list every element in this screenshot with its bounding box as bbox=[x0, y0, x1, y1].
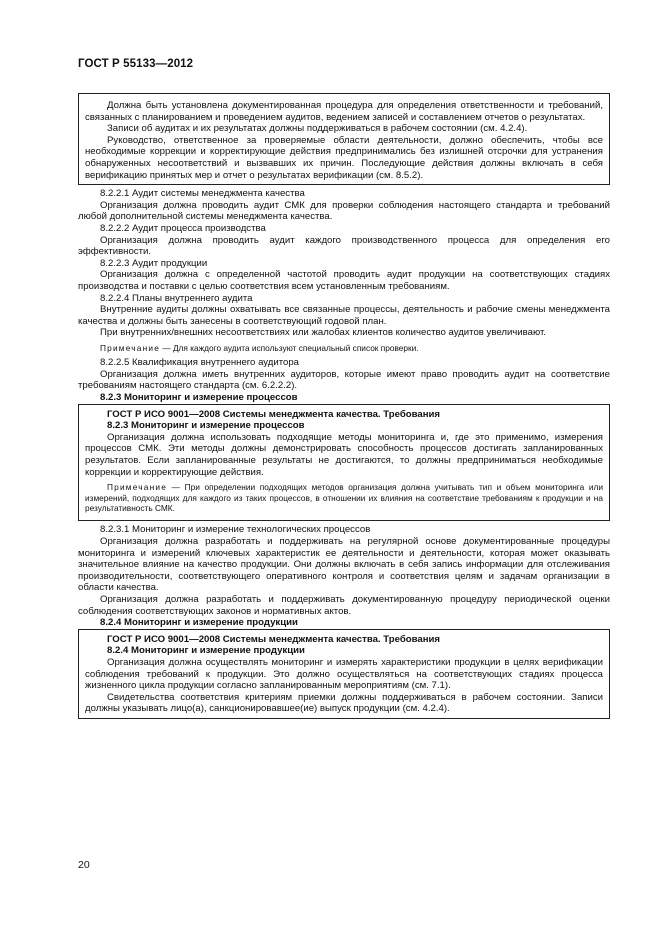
paragraph: Организация должна разработать и поддерживать на регулярной основе документированные процедуры мониторинга и измерений ключевых характеристик ее деятельности и деятельности, которая может оказывать значительное влияние на качество продукции. Они должны включать в себя запись информации для отслеживания производительности, соответствующего оперативного контроля и соответствия целям и задачам организации в области качества. bbox=[78, 536, 610, 594]
section-heading: 8.2.3 Мониторинг и измерение процессов bbox=[100, 392, 298, 404]
paragraph: Руководство, ответственное за проверяемые области деятельности, должно обеспечить, чтобы все необходимые коррекции и корректирующие действия предпринимались без излишней отсрочки для устранения обнаруженных несоответствий и вызвавших их причин. Последующие действия должны включать в себя верификацию принятых мер и отчет о результатах верификации (см. 8.5.2). bbox=[85, 134, 603, 181]
box-subtitle: 8.2.3 Мониторинг и измерение процессов bbox=[107, 420, 305, 432]
paragraph: При внутренних/внешних несоответствиях или жалобах клиентов количество аудитов увеличивают. bbox=[100, 327, 546, 339]
section-title: 8.2.3.1 Мониторинг и измерение технологических процессов bbox=[100, 524, 371, 536]
page-header: ГОСТ Р 55133—2012 bbox=[78, 58, 194, 70]
paragraph: Внутренние аудиты должны охватывать все связанные процессы, деятельность и рабочие смены менеджмента качества и должны быть занесены в соответствующий годовой план. bbox=[78, 304, 610, 327]
paragraph: Организация должна проводить аудит каждого производственного процесса для определения его эффективности. bbox=[78, 234, 610, 258]
paragraph: Свидетельства соответствия критериям приемки должны поддерживаться в рабочем состоянии. Записи должны указывать лицо(а), санкционировавшее(ие) выпуск продукции (см. 4.2.4). bbox=[85, 691, 603, 715]
paragraph: Записи об аудитах и их результатах должны поддерживаться в рабочем состоянии (см. 4.2.4). bbox=[107, 123, 528, 135]
paragraph: Организация должна использовать подходящие методы мониторинга и, где это применимо, измерения процессов СМК. Эти методы должны демонстрировать способность процессов достигать запланированных результатов. Если запланированные результаты не достигаются, то должны предприниматься необходимые коррекции и корректирующие действия. bbox=[85, 431, 603, 478]
paragraph: Организация должна с определенной частотой проводить аудит продукции на соответствующих стадиях производства и поставки с целью соответствия всем установленным требованиям. bbox=[78, 269, 610, 292]
section-title: 8.2.2.4 Планы внутреннего аудита bbox=[100, 292, 253, 304]
note-text: — Для каждого аудита используют специальный список проверки. bbox=[160, 342, 419, 353]
note-text: — При определении подходящих методов организация должна учитывать тип и объем мониторинга или измерений, подходящих для каждого из таких процессов, в отношении их влияния на соответствие требованиям к продукции и на результативность СМК. bbox=[85, 482, 603, 514]
section-title: 8.2.2.3 Аудит продукции bbox=[100, 257, 208, 269]
section-title: 8.2.2.2 Аудит процесса производства bbox=[100, 222, 266, 234]
quoted-box-audit-procedure bbox=[78, 93, 610, 185]
paragraph: Организация должна проводить аудит СМК для проверки соблюдения настоящего стандарта и требований любой дополнительной системы менеджмента качества. bbox=[78, 199, 610, 223]
paragraph: Должна быть установлена документированная процедура для определения ответственности и требований, связанных с планированием и проведением аудитов, ведением записей и составлением отчетов о результатах. bbox=[85, 100, 603, 123]
paragraph: Организация должна разработать и поддерживать документированную процедуру периодической оценки соблюдения соответствующих законов и нормативных актов. bbox=[78, 594, 610, 617]
quoted-box-process-monitoring bbox=[78, 404, 610, 522]
section-title: 8.2.2.5 Квалификация внутреннего аудитора bbox=[100, 357, 300, 369]
note-label: Примечание bbox=[100, 342, 161, 353]
paragraph: Организация должна осуществлять мониторинг и измерять характеристики продукции в целях верификации соблюдения требований к продукции. Это должно осуществляться на соответствующих стадиях процесса жизненного цикла продукции согласно запланированным мероприятиям (см. 7.1). bbox=[85, 656, 603, 692]
section-heading: 8.2.4 Мониторинг и измерение продукции bbox=[100, 617, 298, 629]
box-title: ГОСТ Р ИСО 9001—2008 Системы менеджмента качества. Требования bbox=[107, 633, 441, 645]
paragraph: Организация должна иметь внутренних аудиторов, которые имеют право проводить аудит на соответствие требованиям настоящего стандарта (см. 6.2.2.2). bbox=[78, 368, 610, 392]
note bbox=[78, 343, 610, 353]
section-title: 8.2.2.1 Аудит системы менеджмента качества bbox=[100, 188, 305, 200]
note bbox=[85, 482, 603, 513]
box-title: ГОСТ Р ИСО 9001—2008 Системы менеджмента качества. Требования bbox=[107, 408, 441, 420]
quoted-box-product-monitoring bbox=[78, 629, 610, 719]
page-number: 20 bbox=[78, 859, 90, 871]
page-content bbox=[78, 93, 610, 722]
note-label: Примечание bbox=[107, 482, 168, 493]
box-subtitle: 8.2.4 Мониторинг и измерение продукции bbox=[107, 645, 305, 657]
